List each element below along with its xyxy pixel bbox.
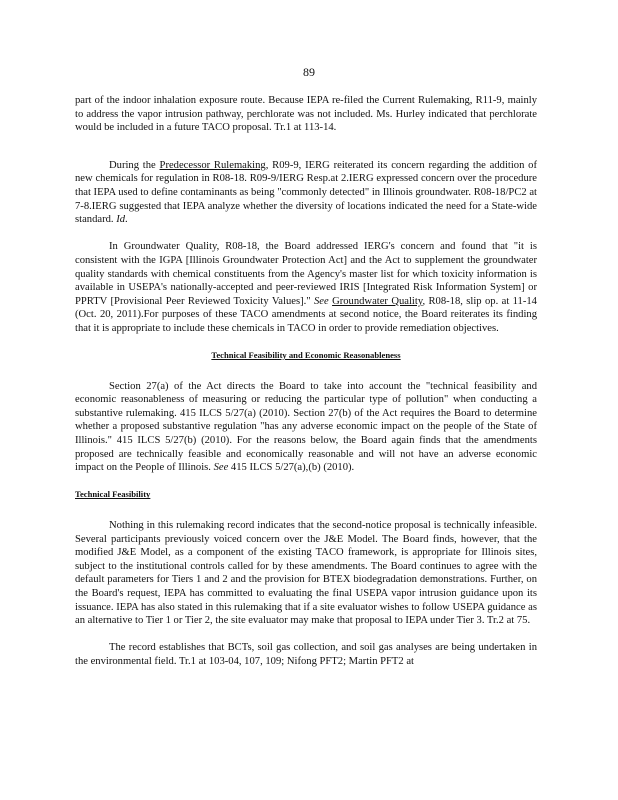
paragraph-text: Nothing in this rulemaking record indicates that the second-notice proposal is technically infeasible. Several participants previously voiced concern over the J&E Model. The Board finds, however, that the modified J&E Model, as a component of the existing TACO framework, is appropriate for Illinois sites, subject to the institutional controls called for by these amendments. The Board continues to agree with the default parameters for Tiers 1 and 2 and the provision for BTEX biodegradation demonstrations. Further, on the Board's request, IEPA has committed to evaluating the final USEPA vapor intrusion guidance upon its issuance. IEPA has also stated in this rulemaking that if a site evaluator wishes to follow USEPA guidance as an alternative to Tier 1 or Tier 2, the site evaluator may make that proposal to IEPA under Tier 3. Tr.2 at 75. — [75, 520, 537, 627]
citation-see: See — [313, 295, 329, 307]
paragraph-record-establishes — [75, 641, 537, 668]
section-heading: Technical Feasibility and Economic Reasonableness — [211, 350, 401, 361]
paragraph-predecessor-rulemaking: During the Predecessor Rulemaking, R09-9, IERG reiterated its concern regarding the addition of new chemicals for regulation in R08-18. R09-9/IERG Resp.at 2.IERG expressed concern over the procedure that IEPA used to define contaminants as being "commonly detected" in Illinois groundwater. R08-18/PC2 at 7-8.IERG suggested that IEPA analyze whether the diversity of locations indicated the need for a State-wide standard. Id. — [75, 159, 537, 226]
paragraph-text: part of the indoor inhalation exposure route. Because IEPA re-filed the Current Rulemaking, R11-9, mainly to address the vapor intrusion pathway, perchlorate was not included. Ms. Hurley indicated that perchlorate would be included in a future TACO proposal. Tr.1 at 113-14. — [75, 95, 537, 134]
paragraph-text: Section 27(a) of the Act directs the Board to take into account the "technical feasibility and economic reasonableness of measuring or reducing the particular type of pollution" when conducting a substantive rulemaking. 415 ILCS 5/27(a) (2010). Section 27(b) of the Act requires the Board to determine whether a proposed substantive regulation "has any adverse economic impact on the people of the State of Illinois." 415 ILCS 5/27(b) (2010). For the reasons below, the Board again finds that the amendments proposed are technically feasible and economically reasonable and will not have an adverse economic impact on the People of Illinois. — [75, 380, 537, 474]
paragraph-text: The record establishes that BCTs, soil gas collection, and soil gas analyses are being undertaken in the environmental field. Tr.1 at 103-04, 107, 109; Nifong PFT2; Martin PFT2 at — [75, 642, 537, 667]
paragraph-text: , R08-18, slip op. at 11-14 (Oct. 20, 2011).For purposes of these TACO amendments at second notice, the Board reiterates its finding that it is appropriate to include these chemicals in TACO in order to provide remediation objectives. — [75, 295, 537, 334]
paragraph-technical-feasibility — [75, 519, 537, 628]
paragraph-text: 415 ILCS 5/27(a),(b) (2010). — [228, 462, 355, 474]
document-body — [75, 94, 537, 682]
paragraph-section-27 — [75, 380, 537, 475]
case-reference: Groundwater Quality — [332, 295, 423, 307]
paragraph-text: , R09-9, IERG reiterated its concern regarding the addition of new chemicals for regulation in R08-18. R09-9/IERG Resp.at 2.IERG expressed concern over the procedure that IEPA used to define contaminants as being "commonly detected" in Illinois groundwater. R08-18/PC2 at 7-8.IERG suggested that IEPA analyze whether the diversity of locations indicated the need for a State-wide standard. — [75, 159, 537, 226]
paragraph-text: In Groundwater Quality, R08-18, the Board addressed IERG's concern and found that "it is consistent with the IGPA [Illinois Groundwater Protection Act] and the Act to supplement the groundwater quality standards with chemical constituents from the Agency's master list for which toxicity information is available in USEPA's nationally-accepted and peer-reviewed IRIS [Integrated Risk Information System] or PPRTV [Provisional Peer Reviewed Toxicity Values]." — [75, 241, 537, 307]
subsection-heading: Technical Feasibility — [75, 489, 151, 500]
page-number: 89 — [303, 65, 315, 79]
citation-see: See — [213, 462, 229, 474]
case-reference: Predecessor Rulemaking — [159, 159, 266, 171]
paragraph-groundwater-quality — [75, 240, 537, 335]
paragraph-perchlorate — [75, 94, 537, 135]
citation-id: Id — [116, 214, 126, 226]
paragraph-text: During the — [109, 159, 160, 171]
